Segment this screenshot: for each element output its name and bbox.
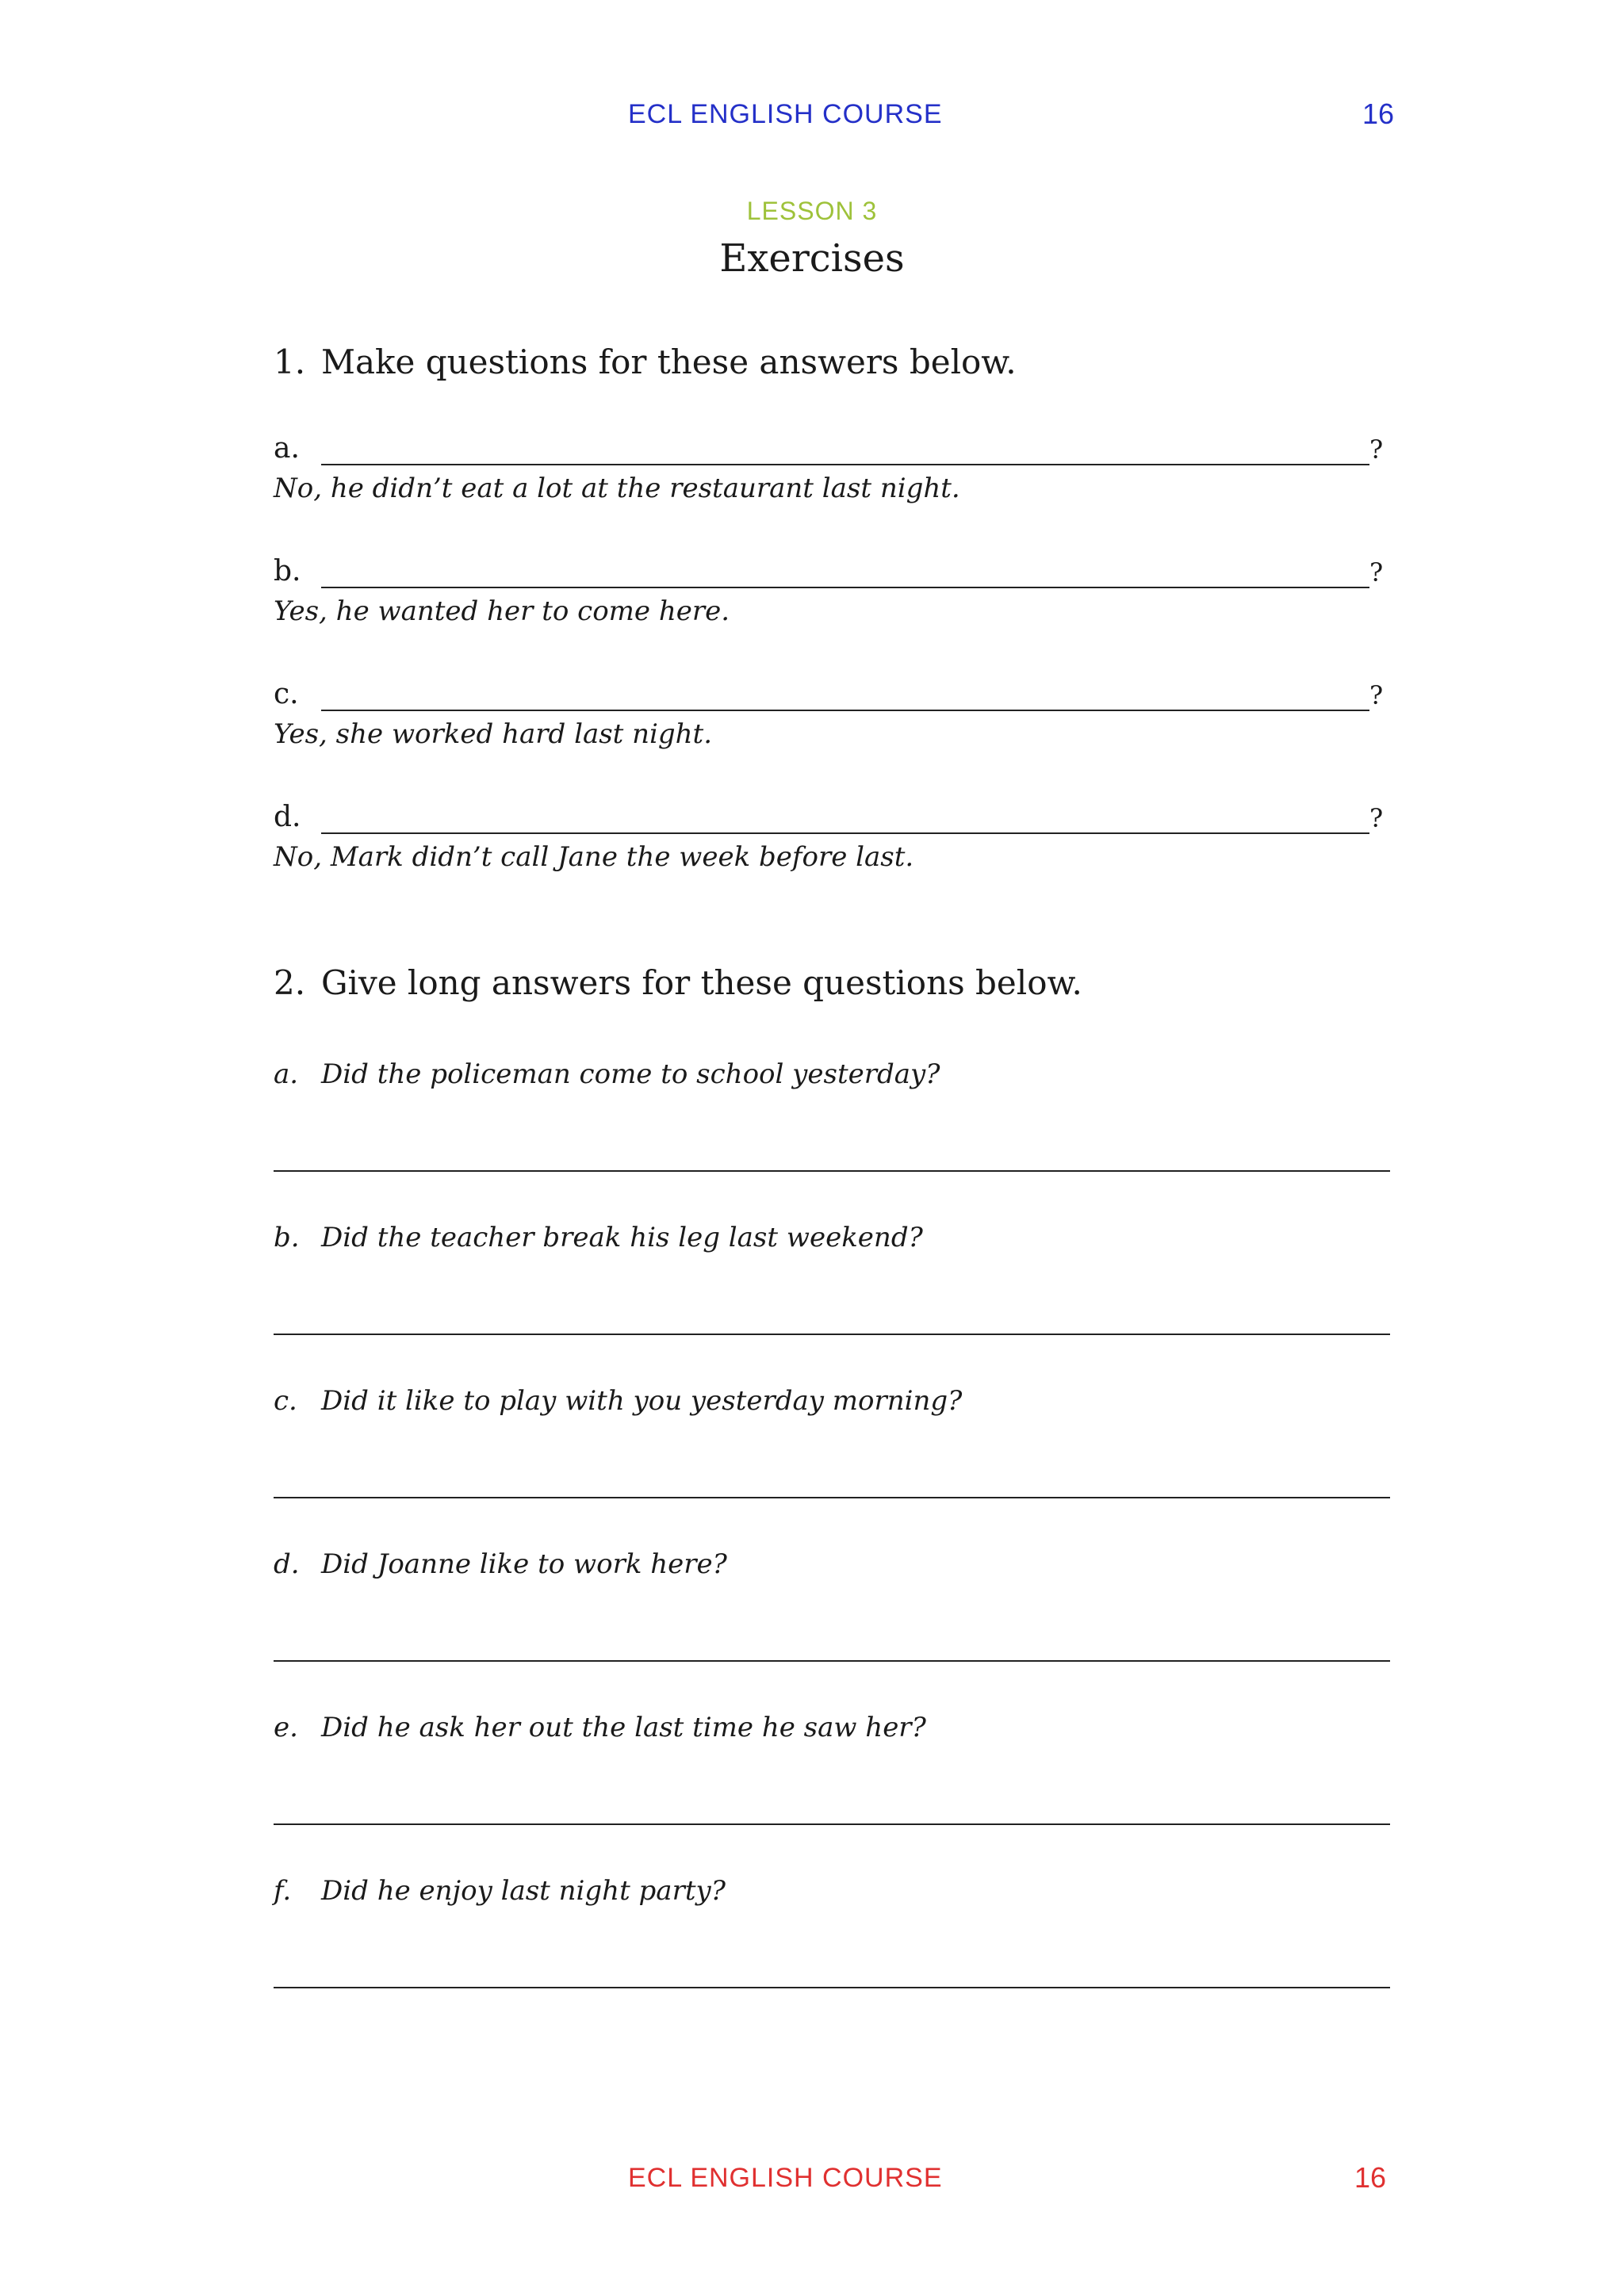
answer-blank-line[interactable] [274,1660,1390,1662]
exercise-2-item-letter: f. [274,1875,292,1907]
exercise-1-item-letter: a. [274,432,300,465]
exercise-2-item-letter: b. [274,1222,300,1253]
given-answer: No, he didn’t eat a lot at the restaurant last night. [274,473,960,504]
exercise-2-question: Did he enjoy last night party? [321,1875,726,1907]
footer-course-title: ECL ENGLISH COURSE [628,2163,943,2193]
answer-blank-line[interactable] [274,1334,1390,1335]
header-course-title: ECL ENGLISH COURSE [628,99,943,129]
exercise-1-item-letter: c. [274,678,299,710]
exercise-1-number: 1. [274,342,306,381]
exercise-2-question: Did Joanne like to work here? [321,1548,727,1580]
exercise-1-item-letter: b. [274,555,301,587]
exercise-2-question: Did it like to play with you yesterday morning? [321,1385,963,1417]
exercise-2-item-letter: a. [274,1058,299,1090]
exercise-2-question: Did he ask her out the last time he saw her? [321,1712,926,1743]
answer-blank-line[interactable] [274,1170,1390,1172]
footer-page-number: 16 [1354,2161,1386,2194]
exercise-1-item-letter: d. [274,801,301,833]
exercise-1-instruction: Make questions for these answers below. [321,342,1017,381]
exercise-1-heading [274,342,1017,381]
question-mark: ? [1369,803,1384,833]
given-answer: No, Mark didn’t call Jane the week before last. [274,841,914,873]
exercise-2-question: Did the policeman come to school yesterday? [321,1058,940,1090]
question-mark: ? [1369,680,1384,710]
lesson-label: LESSON 3 [746,197,878,225]
question-mark: ? [1369,557,1384,587]
header-page-number: 16 [1362,98,1394,130]
exercise-2-item-letter: e. [274,1712,298,1743]
question-blank-line[interactable] [321,832,1369,834]
given-answer: Yes, he wanted her to come here. [274,595,730,627]
exercise-2-item-letter: c. [274,1385,297,1417]
exercise-2-instruction: Give long answers for these questions below. [321,963,1082,1002]
exercise-2-heading [274,963,1082,1002]
question-blank-line[interactable] [321,464,1369,465]
given-answer: Yes, she worked hard last night. [274,718,713,750]
lesson-title: Exercises [719,236,905,281]
answer-blank-line[interactable] [274,1987,1390,1988]
exercise-2-number: 2. [274,963,306,1002]
answer-blank-line[interactable] [274,1497,1390,1498]
exercise-2-question: Did the teacher break his leg last weekend? [321,1222,923,1253]
question-blank-line[interactable] [321,587,1369,588]
exercise-2-item-letter: d. [274,1548,300,1580]
answer-blank-line[interactable] [274,1823,1390,1825]
question-blank-line[interactable] [321,710,1369,711]
question-mark: ? [1369,434,1384,465]
